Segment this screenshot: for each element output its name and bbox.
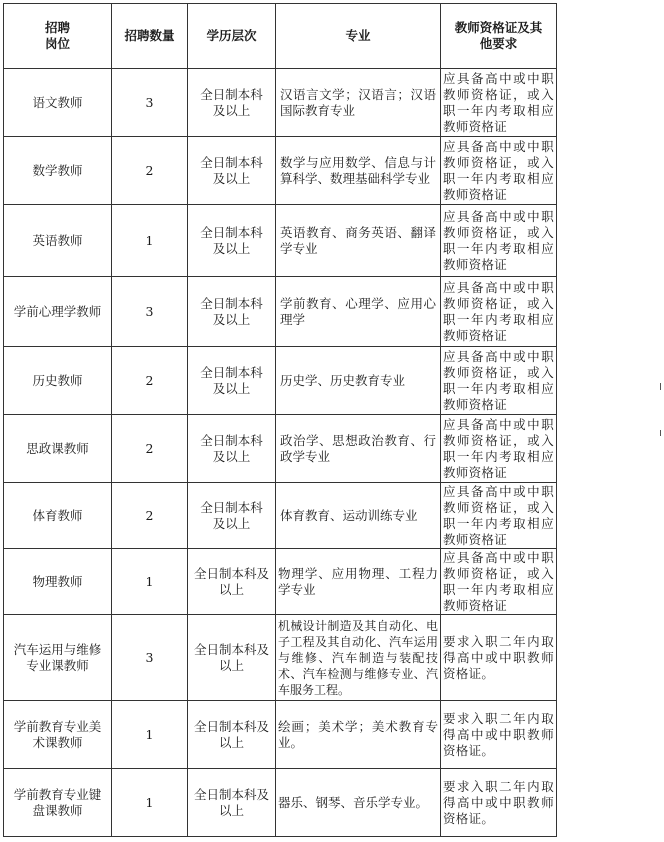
recruitment-table bbox=[3, 3, 557, 837]
cell-education: 全日制本科及以上 bbox=[188, 483, 276, 549]
table-row bbox=[4, 701, 557, 769]
table-header-row bbox=[4, 4, 557, 69]
cell-requirement: 要求入职二年内取得高中或中职教师资格证。 bbox=[441, 769, 557, 837]
cell-requirement: 应具备高中或中职教师资格证，或入职一年内考取相应教师资格证 bbox=[441, 205, 557, 277]
cell-position: 英语教师 bbox=[4, 205, 112, 277]
cell-major: 体育教育、运动训练专业 bbox=[276, 483, 441, 549]
header-count: 招聘数量 bbox=[112, 4, 188, 69]
cell-position: 语文教师 bbox=[4, 69, 112, 137]
cell-education: 全日制本科及以上 bbox=[188, 769, 276, 837]
cell-requirement: 应具备高中或中职教师资格证，或入职一年内考取相应教师资格证 bbox=[441, 347, 557, 415]
cell-education: 全日制本科及以上 bbox=[188, 205, 276, 277]
cell-count: 1 bbox=[112, 205, 188, 277]
cell-position: 学前教育专业美术课教师 bbox=[4, 701, 112, 769]
cell-education: 全日制本科及以上 bbox=[188, 415, 276, 483]
header-requirement: 教师资格证及其他要求 bbox=[441, 4, 557, 69]
cell-education: 全日制本科及以上 bbox=[188, 347, 276, 415]
cell-position: 学前心理学教师 bbox=[4, 277, 112, 347]
cell-requirement: 应具备高中或中职教师资格证，或入职一年内考取相应教师资格证 bbox=[441, 415, 557, 483]
cell-count: 1 bbox=[112, 701, 188, 769]
cell-count: 2 bbox=[112, 137, 188, 205]
cell-requirement: 应具备高中或中职教师资格证，或入职一年内考取相应教师资格证 bbox=[441, 483, 557, 549]
page-edge-mark bbox=[660, 383, 661, 390]
cell-count: 2 bbox=[112, 483, 188, 549]
table-row bbox=[4, 347, 557, 415]
cell-major: 英语教育、商务英语、翻译学专业 bbox=[276, 205, 441, 277]
cell-major: 汉语言文学；汉语言；汉语国际教育专业 bbox=[276, 69, 441, 137]
cell-position: 物理教师 bbox=[4, 549, 112, 615]
cell-count: 2 bbox=[112, 347, 188, 415]
cell-education: 全日制本科及以上 bbox=[188, 277, 276, 347]
cell-position: 数学教师 bbox=[4, 137, 112, 205]
header-education: 学历层次 bbox=[188, 4, 276, 69]
cell-major: 政治学、思想政治教育、行政学专业 bbox=[276, 415, 441, 483]
cell-education: 全日制本科及以上 bbox=[188, 137, 276, 205]
table-row bbox=[4, 549, 557, 615]
table-row bbox=[4, 415, 557, 483]
table-row bbox=[4, 769, 557, 837]
cell-major: 器乐、钢琴、音乐学专业。 bbox=[276, 769, 441, 837]
table-row bbox=[4, 137, 557, 205]
header-position: 招聘 岗位 bbox=[4, 4, 112, 69]
cell-count: 3 bbox=[112, 277, 188, 347]
cell-position: 历史教师 bbox=[4, 347, 112, 415]
cell-major: 机械设计制造及其自动化、电子工程及其自动化、汽车运用与维修、汽车制造与装配技术、汽车检测与维修专业、汽车服务工程。 bbox=[276, 615, 441, 701]
cell-count: 3 bbox=[112, 615, 188, 701]
cell-requirement: 应具备高中或中职教师资格证，或入职一年内考取相应教师资格证 bbox=[441, 69, 557, 137]
cell-count: 2 bbox=[112, 415, 188, 483]
cell-requirement: 要求入职二年内取得高中或中职教师资格证。 bbox=[441, 615, 557, 701]
cell-count: 3 bbox=[112, 69, 188, 137]
cell-requirement: 应具备高中或中职教师资格证，或入职一年内考取相应教师资格证 bbox=[441, 277, 557, 347]
cell-count: 1 bbox=[112, 769, 188, 837]
cell-requirement: 要求入职二年内取得高中或中职教师资格证。 bbox=[441, 701, 557, 769]
table-row bbox=[4, 277, 557, 347]
cell-requirement: 应具备高中或中职教师资格证，或入职一年内考取相应教师资格证 bbox=[441, 137, 557, 205]
cell-major: 历史学、历史教育专业 bbox=[276, 347, 441, 415]
cell-position: 学前教育专业键盘课教师 bbox=[4, 769, 112, 837]
cell-position: 思政课教师 bbox=[4, 415, 112, 483]
cell-position: 汽车运用与维修专业课教师 bbox=[4, 615, 112, 701]
header-major: 专业 bbox=[276, 4, 441, 69]
table-row bbox=[4, 483, 557, 549]
cell-major: 物理学、应用物理、工程力学专业 bbox=[276, 549, 441, 615]
cell-education: 全日制本科及以上 bbox=[188, 549, 276, 615]
cell-education: 全日制本科及以上 bbox=[188, 701, 276, 769]
cell-position: 体育教师 bbox=[4, 483, 112, 549]
cell-major: 数学与应用数学、信息与计算科学、数理基础科学专业 bbox=[276, 137, 441, 205]
table-row bbox=[4, 205, 557, 277]
cell-major: 绘画；美术学；美术教育专业。 bbox=[276, 701, 441, 769]
table-row bbox=[4, 69, 557, 137]
cell-requirement: 应具备高中或中职教师资格证，或入职一年内考取相应教师资格证 bbox=[441, 549, 557, 615]
cell-count: 1 bbox=[112, 549, 188, 615]
cell-education: 全日制本科及以上 bbox=[188, 69, 276, 137]
cell-major: 学前教育、心理学、应用心理学 bbox=[276, 277, 441, 347]
table-row bbox=[4, 615, 557, 701]
cell-education: 全日制本科及以上 bbox=[188, 615, 276, 701]
page-edge-mark bbox=[660, 430, 661, 436]
